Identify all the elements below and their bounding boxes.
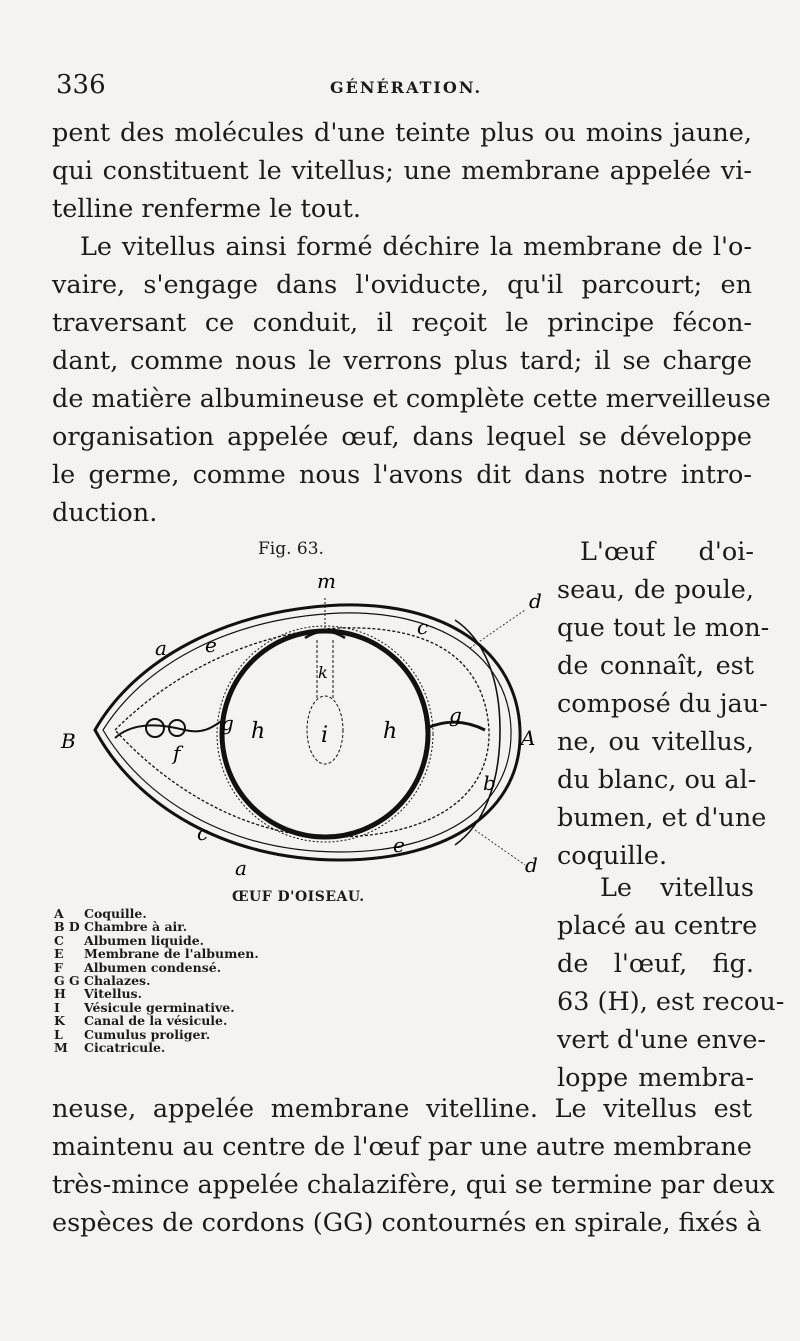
text-line: espèces de cordons (GG) contournés en spirale, fixés à	[52, 1208, 762, 1238]
label-c-bottom: c	[197, 821, 209, 845]
label-i: i	[321, 723, 329, 748]
side-text-line: 63 (H), est recou-	[557, 987, 785, 1017]
label-g-right: g	[449, 703, 462, 727]
side-text-line: composé du jau-	[557, 689, 768, 719]
text-line: pent des molécules d'une teinte plus ou moins jaune,	[52, 118, 752, 148]
legend-item: M Cicatricule.	[54, 1040, 166, 1056]
legend-item: G G Chalazes.	[54, 973, 151, 989]
side-text-line: bumen, et d'une	[557, 803, 767, 833]
label-a-top: a	[155, 636, 167, 660]
side-text-line: seau, de poule,	[557, 575, 754, 605]
text-line: neuse, appelée membrane vitelline. Le vitellus est	[52, 1094, 752, 1124]
text-line: Le vitellus ainsi formé déchire la membrane de l'o-	[80, 232, 752, 262]
figure-legend	[54, 907, 259, 1054]
legend-item: E Membrane de l'albumen.	[54, 946, 259, 962]
label-h-right: h	[383, 719, 398, 744]
text-line: vaire, s'engage dans l'oviducte, qu'il parcourt; en	[52, 270, 752, 300]
text-line: duction.	[52, 498, 158, 528]
side-text-line: de l'œuf, fig.	[557, 949, 754, 979]
side-text-line: de connaît, est	[557, 651, 754, 681]
text-line: très-mince appelée chalazifère, qui se termine par deux	[52, 1170, 775, 1200]
text-line: de matière albumineuse et complète cette merveilleuse	[52, 384, 771, 414]
label-A: A	[521, 726, 536, 750]
label-B: B	[61, 729, 76, 753]
side-text-line: ne, ou vitellus,	[557, 727, 754, 757]
legend-item: B D Chambre à air.	[54, 919, 188, 935]
label-e-bottom: e	[393, 833, 405, 857]
label-b: b	[483, 771, 496, 795]
legend-item: A Coquille.	[54, 906, 147, 921]
page-number: 336	[56, 70, 106, 100]
legend-item: F Albumen condensé.	[54, 959, 222, 975]
label-k: k	[318, 663, 328, 682]
label-g-left: g	[221, 711, 234, 735]
side-text-line: Le vitellus	[600, 873, 754, 903]
text-line: maintenu au centre de l'œuf par une autre membrane	[52, 1132, 752, 1162]
side-text-line: loppe membra-	[557, 1063, 754, 1093]
label-c-top: c	[417, 615, 429, 639]
legend-item: L Cumulus proliger.	[54, 1026, 211, 1042]
label-e-top: e	[205, 633, 217, 657]
running-head: GÉNÉRATION.	[330, 78, 483, 97]
air-chamber	[455, 620, 500, 845]
label-d-bottom: d	[525, 853, 538, 877]
side-text-line: placé au centre	[557, 911, 758, 941]
text-line: dant, comme nous le verrons plus tard; il se charge	[52, 346, 752, 376]
figure-title: ŒUF D'OISEAU.	[232, 889, 365, 905]
label-f: f	[173, 741, 181, 765]
side-text-line: vert d'une enve-	[557, 1025, 767, 1055]
side-text-line: coquille.	[557, 841, 668, 871]
egg-diagram	[55, 570, 565, 890]
legend-item: K Canal de la vésicule.	[54, 1013, 228, 1029]
legend-item: H Vitellus.	[54, 986, 142, 1002]
side-text-line: du blanc, ou al-	[557, 765, 757, 795]
text-line: qui constituent le vitellus; une membrane appelée vi-	[52, 156, 752, 186]
label-a-bottom: a	[235, 856, 247, 880]
legend-item: I Vésicule germinative.	[54, 999, 235, 1015]
text-line: le germe, comme nous l'avons dit dans notre intro-	[52, 460, 752, 490]
label-d-top: d	[529, 589, 542, 613]
side-text-line: que tout le mon-	[557, 613, 770, 643]
legend-item: C Albumen liquide.	[54, 932, 205, 948]
label-m: m	[317, 570, 336, 593]
label-h-left: h	[251, 719, 266, 744]
chalaza-coil	[146, 719, 164, 737]
text-line: traversant ce conduit, il reçoit le principe fécon-	[52, 308, 752, 338]
figure-caption: Fig. 63.	[258, 539, 324, 559]
side-text-line: L'œuf d'oi-	[580, 537, 754, 567]
text-line: organisation appelée œuf, dans lequel se développe	[52, 422, 752, 452]
text-line: telline renferme le tout.	[52, 194, 361, 224]
